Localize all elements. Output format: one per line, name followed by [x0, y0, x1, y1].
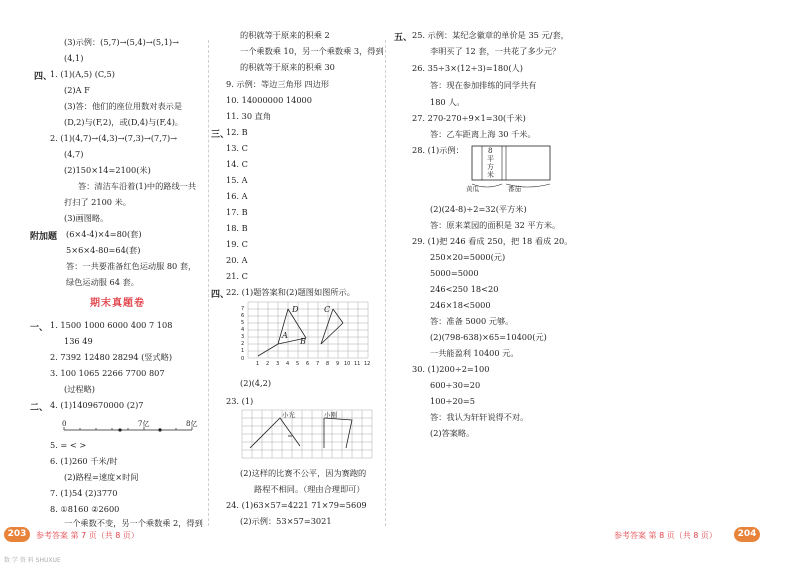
choice-row: 18. B: [226, 223, 248, 233]
section-label: 附加题: [30, 232, 58, 242]
answer-line: 8. ①8160 ②2600: [50, 504, 120, 514]
grid-label: 小光: [282, 411, 295, 419]
answer-line: (D,2)与(F,2)，或(D,4)与(F,4)。: [64, 117, 184, 127]
choice-row: 19. C: [226, 239, 248, 249]
number-line-point: [158, 428, 161, 431]
footer-text: 参考答案 第 8 页（共 8 页）: [614, 531, 717, 540]
point-label: B: [300, 336, 307, 346]
section-title: 期末真题卷: [90, 298, 145, 309]
diagram-label: 番茄: [508, 185, 521, 193]
grid-label: 小刚: [324, 411, 337, 419]
answer-line: (3)画图略。: [64, 213, 109, 223]
answer-line: 29. (1)把 246 看成 250，把 18 看成 20。: [412, 236, 573, 246]
answer-line: 246<250 18<20: [430, 284, 499, 294]
choice-row: 17. B: [226, 207, 248, 217]
answer-line: 李明买了 12 套，一共花了多少元？: [430, 46, 561, 56]
choice-row: 16. A: [226, 191, 248, 201]
diagram-label: 米: [487, 171, 494, 179]
coordinate-grid: [238, 300, 378, 372]
section-label: 三、: [211, 130, 230, 140]
svg-text:4: 4: [241, 327, 245, 333]
svg-text:1: 1: [256, 361, 260, 367]
answer-line: 5000=5000: [430, 268, 479, 278]
answer-line: (2)示例：53×57=3021: [240, 516, 332, 526]
answer-line: 6. (1)260 千米/时: [50, 456, 118, 466]
answer-line: 30. (1)200÷2=100: [412, 364, 490, 374]
fold-line: [385, 40, 386, 526]
answer-line: (4,1): [64, 53, 84, 63]
answer-line: 250×20=5000(元): [430, 252, 506, 262]
answer-line: 2. 7392 12480 28294 (竖式略): [50, 352, 173, 362]
answer-line: (2)(24-8)÷2=32(平方米): [430, 204, 527, 214]
answer-line: 一个乘数乘 10，另一个乘数乘 3，得到: [240, 46, 384, 56]
diagram-label: 8: [488, 147, 493, 155]
svg-text:4: 4: [286, 361, 290, 367]
svg-text:5: 5: [241, 320, 245, 326]
answer-line: 答：原来菜园的面积是 32 平方米。: [430, 220, 561, 230]
answer-line: 答：我认为轩轩说得不对。: [430, 412, 529, 422]
answer-line: (6×4-4)×4=80(套): [66, 229, 142, 239]
answer-line: (过程略): [64, 384, 95, 394]
answer-line: (2)(798-638)×65=10400(元): [430, 332, 547, 342]
point-label: D: [292, 304, 299, 314]
choice-row: 15. A: [226, 175, 248, 185]
answer-line: 7. (1)54 (2)3770: [50, 488, 118, 498]
page-number-badge: 204: [734, 527, 760, 542]
answer-line: 136 49: [64, 336, 93, 346]
svg-text:5: 5: [296, 361, 300, 367]
answer-line: 答：清洁车沿着(1)中的路线一共: [78, 181, 197, 191]
svg-text:8: 8: [326, 361, 330, 367]
svg-text:11: 11: [354, 361, 361, 367]
answer-line: 路程不相同。（理由合理即可）: [254, 484, 365, 494]
number-line: [60, 416, 200, 440]
answer-line: 一个乘数不变，另一个乘数乘 2，得到: [64, 518, 203, 528]
answer-line: 打扫了 2100 米。: [64, 197, 131, 207]
diagram-label: 平: [487, 155, 494, 163]
answer-line: (2)这样的比赛不公平，因为赛跑的: [240, 468, 367, 478]
choice-row: 13. C: [226, 143, 248, 153]
choice-row: 21. C: [226, 271, 248, 281]
choice-row: 14. C: [226, 159, 248, 169]
svg-text:7: 7: [241, 306, 245, 312]
svg-text:3: 3: [241, 334, 245, 340]
answer-line: 246×18<5000: [430, 300, 491, 310]
section-label: 五、: [394, 33, 413, 43]
svg-text:12: 12: [364, 361, 371, 367]
diagram-label: 黄瓜: [466, 185, 479, 193]
svg-text:7: 7: [316, 361, 320, 367]
svg-text:10: 10: [344, 361, 351, 367]
answer-line: (2)路程=速度×时间: [64, 472, 139, 482]
answer-line: 180 人。: [430, 97, 465, 107]
svg-text:6: 6: [306, 361, 310, 367]
footer-text: 参考答案 第 7 页（共 8 页）: [36, 531, 139, 540]
answer-line: 23. (1): [226, 396, 254, 406]
point-label: A: [282, 330, 288, 340]
answer-line: 的积就等于原来的积乘 2: [240, 30, 330, 40]
section-label: 二、: [30, 403, 49, 413]
number-line-point: [118, 428, 121, 431]
answer-line: 5. = < >: [50, 440, 87, 450]
answer-line: (2)(4,2): [240, 378, 272, 388]
answer-line: 答：一共要准备红色运动服 80 套，: [66, 261, 197, 271]
answer-line: 28. (1)示例：: [412, 145, 464, 155]
answer-line: 5×6×4-80=64(套): [66, 245, 141, 255]
answer-line: 1. (1)(A,5) (C,5): [50, 69, 115, 79]
answer-line: 100÷20=5: [430, 396, 475, 406]
fold-line: [208, 40, 209, 526]
answer-line: 绿色运动服 64 套。: [66, 277, 139, 287]
answer-line: (3)示例：(5,7)→(5,4)→(5,1)→: [64, 37, 179, 47]
answer-line: 26. 35÷3×(12÷3)=180(人): [412, 63, 523, 73]
section-label: 一、: [30, 323, 49, 333]
choice-row: 12. B: [226, 127, 248, 137]
svg-text:0: 0: [241, 356, 245, 362]
answer-line: 22. (1)题答案和(2)题图如图所示。: [226, 287, 355, 297]
answer-line: 1. 1500 1000 6000 400 7 108: [50, 320, 173, 330]
page-number-badge: 203: [4, 527, 30, 542]
answer-line: 10. 14000000 14000: [226, 95, 312, 105]
answer-line: 24. (1)63×57=4221 71×79=5609: [226, 500, 367, 510]
answer-line: 2. (1)(4,7)→(4,3)→(7,3)→(7,7)→: [50, 133, 178, 143]
choice-row: 20. A: [226, 255, 248, 265]
answer-line: (2)答案略。: [430, 428, 475, 438]
answer-line: 27. 270-270÷9×1=30(千米): [412, 113, 526, 123]
answer-line: 9. 示例：等边三角形 四边形: [226, 79, 330, 89]
number-line-label: 7亿: [138, 420, 150, 428]
answer-line: 答：乙车距离上海 30 千米。: [430, 129, 536, 139]
answer-line: 11. 30 直角: [226, 111, 272, 121]
svg-text:2: 2: [241, 341, 245, 347]
section-label: 四、: [34, 72, 53, 82]
svg-text:9: 9: [336, 361, 340, 367]
race-grid: [240, 408, 380, 464]
answer-line: 600÷30=20: [430, 380, 481, 390]
answer-line: 3. 100 1065 2266 7700 807: [50, 368, 165, 378]
answer-line: (2)A F: [64, 85, 90, 95]
svg-text:6: 6: [241, 313, 245, 319]
diagram-label: 方: [487, 163, 494, 171]
svg-text:3: 3: [276, 361, 280, 367]
watermark: 数 学 资 料 SHUXUE: [4, 557, 61, 564]
answer-line: 25. 示例：某纪念徽章的单价是 35 元/套，: [412, 30, 569, 40]
answer-line: 4. (1)1409670000 (2)7: [50, 400, 144, 410]
svg-text:2: 2: [266, 361, 270, 367]
number-line-label: 0: [62, 420, 67, 428]
answer-line: (3)答：他们的座位用数对表示是: [64, 101, 183, 111]
answer-line: 答：准备 5000 元够。: [430, 316, 514, 326]
answer-line: 答：现在参加排练的同学共有: [430, 80, 537, 90]
number-line-label: 8亿: [186, 420, 198, 428]
svg-text:1: 1: [241, 348, 245, 354]
section-label: 四、: [211, 290, 230, 300]
point-label: C: [324, 304, 331, 314]
answer-line: (2)150×14=2100(米): [64, 165, 151, 175]
answer-line: 一共能盈利 10400 元。: [430, 348, 519, 358]
answer-line: (4,7): [64, 149, 84, 159]
answer-line: 的积就等于原来的积乘 30: [240, 62, 335, 72]
